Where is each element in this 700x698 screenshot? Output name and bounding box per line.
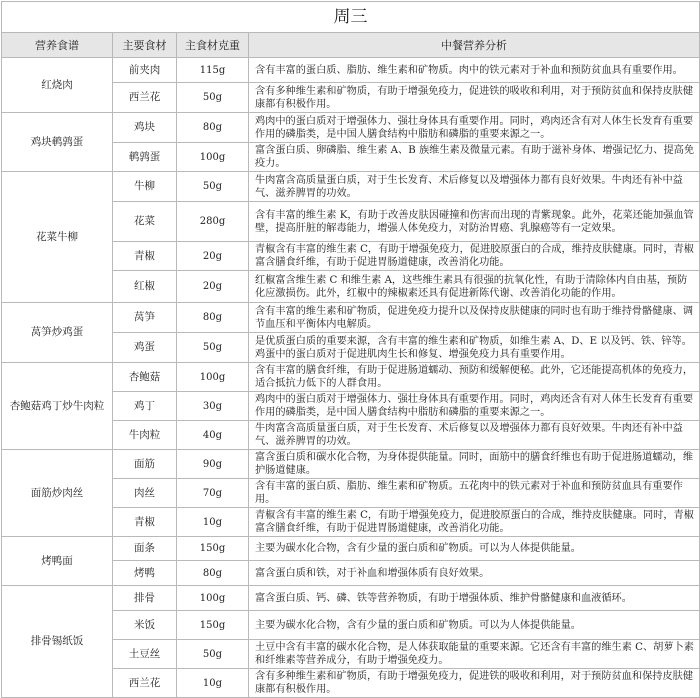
- weight-cell: 40g: [177, 421, 249, 450]
- weight-cell: 280g: [177, 202, 249, 242]
- weight-cell: 100g: [177, 363, 249, 392]
- weight-cell: 20g: [177, 242, 249, 271]
- analysis-cell: 红椒富含维生素 C 和维生素 A，这些维生素具有很强的抗氧化性，有助于清除体内自由基，预防化应激损伤。此外，红椒中的辣椒素还具有促进新陈代谢、改善消化功能的作用。: [249, 271, 700, 303]
- analysis-cell: 青椒含有丰富的维生素 C，有助于增强免疫力，促进胶原蛋白的合成，维持皮肤健康。同时，青椒富含膳食纤维，有助于促进胃肠道健康，改善消化功能。: [249, 242, 700, 271]
- header-recipe: 营养食谱: [2, 33, 113, 58]
- dish-name: 红烧肉: [2, 58, 113, 113]
- ingredient-cell: 杏鲍菇: [113, 363, 177, 392]
- weight-cell: 150g: [177, 537, 249, 561]
- ingredient-cell: 前夹肉: [113, 58, 177, 83]
- analysis-cell: 富含蛋白质、钙、磷、铁等营养物质，有助于增强体质、维护骨骼健康和血液循环。: [249, 586, 700, 611]
- ingredient-cell: 西兰花: [113, 669, 177, 698]
- analysis-cell: 含有多种维生素和矿物质，有助于增强免疫力，促进铁的吸收和利用，对于预防贫血和保持皮肤健康都有积极作用。: [249, 83, 700, 113]
- weight-cell: 50g: [177, 333, 249, 363]
- ingredient-cell: 土豆丝: [113, 640, 177, 669]
- ingredient-cell: 鸡蛋: [113, 333, 177, 363]
- analysis-cell: 含有丰富的蛋白质、脂肪、维生素和矿物质。肉中的铁元素对于补血和预防贫血具有重要作用。: [249, 58, 700, 83]
- weight-cell: 80g: [177, 561, 249, 586]
- table-row: [2, 113, 700, 143]
- weight-cell: 50g: [177, 640, 249, 669]
- ingredient-cell: 肉丝: [113, 479, 177, 508]
- analysis-cell: 富含蛋白质、卵磷脂、维生素 A、B 族维生素及微量元素。有助于滋补身体、增强记忆力、提高免疫力。: [249, 143, 700, 172]
- weight-cell: 80g: [177, 113, 249, 143]
- analysis-cell: 土豆中含有丰富的碳水化合物，是人体获取能量的重要来源。它还含有丰富的维生素 C、胡萝卜素和纤维素等营养成分，有助于增强免疫力。: [249, 640, 700, 669]
- weight-cell: 10g: [177, 669, 249, 698]
- ingredient-cell: 莴笋: [113, 303, 177, 333]
- table-body: [2, 58, 700, 698]
- table-row: [2, 450, 700, 479]
- menu-page: [0, 1, 700, 696]
- ingredient-cell: 鹌鹑蛋: [113, 143, 177, 172]
- analysis-cell: 主要为碳水化合物，含有少量的蛋白质和矿物质。可以为人体提供能量。: [249, 611, 700, 640]
- ingredient-cell: 烤鸭: [113, 561, 177, 586]
- header-weight: 主食材克重: [177, 33, 249, 58]
- weight-cell: 20g: [177, 271, 249, 303]
- analysis-cell: 含有丰富的维生素和矿物质，促进免疫力提升以及保持皮肤健康的同时也有助于维持骨骼健康、调节血压和平衡体内电解质。: [249, 303, 700, 333]
- ingredient-cell: 牛柳: [113, 172, 177, 202]
- ingredient-cell: 面筋: [113, 450, 177, 479]
- weight-cell: 80g: [177, 303, 249, 333]
- table-row: [2, 58, 700, 83]
- analysis-cell: 含有丰富的蛋白质、脂肪、维生素和矿物质。五花肉中的铁元素对于补血和预防贫血具有重要作用。: [249, 479, 700, 508]
- analysis-cell: 青椒含有丰富的维生素 C，有助于增强免疫力，促进胶原蛋白的合成，维持皮肤健康。同时，青椒富含膳食纤维，有助于促进胃肠道健康，改善消化功能。: [249, 508, 700, 537]
- ingredient-cell: 青椒: [113, 242, 177, 271]
- weight-cell: 150g: [177, 611, 249, 640]
- table-row: [2, 586, 700, 611]
- analysis-cell: 富含蛋白质和铁，对于补血和增强体质有良好效果。: [249, 561, 700, 586]
- ingredient-cell: 红椒: [113, 271, 177, 303]
- ingredient-cell: 花菜: [113, 202, 177, 242]
- table-row: [2, 172, 700, 202]
- weight-cell: 90g: [177, 450, 249, 479]
- dish-name: 烤鸭面: [2, 537, 113, 586]
- ingredient-cell: 排骨: [113, 586, 177, 611]
- weight-cell: 50g: [177, 83, 249, 113]
- table-row: [2, 537, 700, 561]
- analysis-cell: 是优质蛋白质的重要来源，含有丰富的维生素和矿物质，如维生素 A、D、E 以及钙、铁、锌等。鸡蛋中的蛋白质对于促进肌肉生长和修复、增强免疫力具有重要作用。: [249, 333, 700, 363]
- ingredient-cell: 面条: [113, 537, 177, 561]
- dish-name: 杏鲍菇鸡丁炒牛肉粒: [2, 363, 113, 450]
- nutrition-table: [1, 1, 700, 698]
- ingredient-cell: 米饭: [113, 611, 177, 640]
- ingredient-cell: 牛肉粒: [113, 421, 177, 450]
- analysis-cell: 含有丰富的膳食纤维，有助于促进肠道蠕动、预防和缓解便秘。此外，它还能提高机体的免疫力，适合抵抗力低下的人群食用。: [249, 363, 700, 392]
- weight-cell: 115g: [177, 58, 249, 83]
- table-row: [2, 303, 700, 333]
- analysis-cell: 主要为碳水化合物，含有少量的蛋白质和矿物质。可以为人体提供能量。: [249, 537, 700, 561]
- analysis-cell: 富含蛋白质和碳水化合物，为身体提供能量。同时，面筋中的膳食纤维也有助于促进肠道蠕动，维护肠道健康。: [249, 450, 700, 479]
- day-title: 周三: [2, 2, 700, 33]
- table-row: [2, 363, 700, 392]
- ingredient-cell: 西兰花: [113, 83, 177, 113]
- header-analysis: 中餐营养分析: [249, 33, 700, 58]
- dish-name: 鸡块鹌鹑蛋: [2, 113, 113, 172]
- dish-name: 莴笋炒鸡蛋: [2, 303, 113, 363]
- dish-name: 花菜牛柳: [2, 172, 113, 303]
- weight-cell: 10g: [177, 508, 249, 537]
- weight-cell: 70g: [177, 479, 249, 508]
- dish-name: 面筋炒肉丝: [2, 450, 113, 537]
- weight-cell: 30g: [177, 392, 249, 421]
- analysis-cell: 含有丰富的维生素 K，有助于改善皮肤因碰撞和伤害而出现的青紫现象。此外，花菜还能加强血管壁，提高肝脏的解毒能力，增强人体免疫力，对防治胃癌、乳腺癌等有一定效果。: [249, 202, 700, 242]
- weight-cell: 100g: [177, 143, 249, 172]
- weight-cell: 50g: [177, 172, 249, 202]
- analysis-cell: 牛肉富含高质量蛋白质，对于生长发育、术后修复以及增强体力都有良好效果。牛肉还有补中益气、滋养脾胃的功效。: [249, 172, 700, 202]
- analysis-cell: 鸡肉中的蛋白质对于增强体力、强壮身体具有重要作用。同时，鸡肉还含有对人体生长发育有重要作用的磷脂类，是中国人膳食结构中脂肪和磷脂的重要来源之一。: [249, 392, 700, 421]
- ingredient-cell: 鸡块: [113, 113, 177, 143]
- analysis-cell: 牛肉富含高质量蛋白质，对于生长发育、术后修复以及增强体力都有良好效果。牛肉还有补中益气、滋养脾胃的功效。: [249, 421, 700, 450]
- weight-cell: 100g: [177, 586, 249, 611]
- ingredient-cell: 青椒: [113, 508, 177, 537]
- ingredient-cell: 鸡丁: [113, 392, 177, 421]
- analysis-cell: 含有多种维生素和矿物质，有助于增强免疫力，促进铁的吸收和利用，对于预防贫血和保持皮肤健康都有积极作用。: [249, 669, 700, 698]
- dish-name: 排骨锡纸饭: [2, 586, 113, 698]
- header-ingredient: 主要食材: [113, 33, 177, 58]
- analysis-cell: 鸡肉中的蛋白质对于增强体力、强壮身体具有重要作用。同时，鸡肉还含有对人体生长发育有重要作用的磷脂类，是中国人膳食结构中脂肪和磷脂的重要来源之一。: [249, 113, 700, 143]
